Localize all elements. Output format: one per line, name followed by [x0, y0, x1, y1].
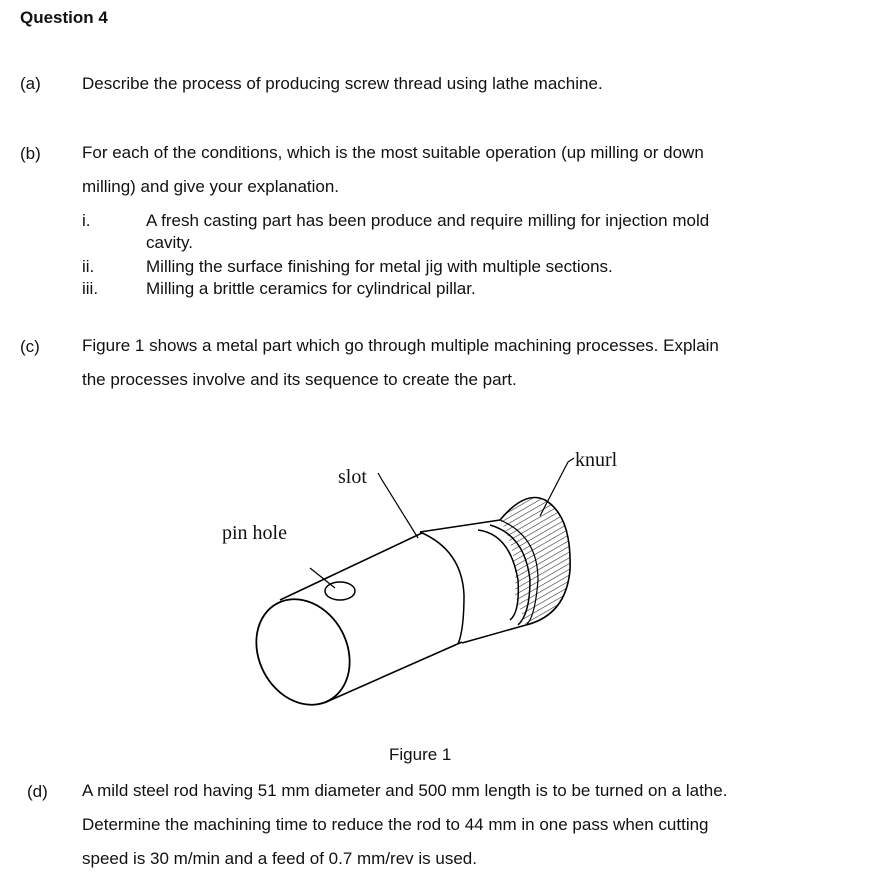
figure-1-drawing	[200, 430, 660, 745]
part-c-line-1: Figure 1 shows a metal part which go through multiple machining processes. Explain	[82, 336, 719, 355]
part-c-line-2: the processes involve and its sequence to create the part.	[82, 370, 517, 389]
pin-hole-shape	[325, 582, 355, 600]
part-b-label: (b)	[20, 144, 41, 163]
figure-label-pin-hole: pin hole	[222, 522, 287, 544]
sub-item-number: iii.	[82, 279, 99, 298]
part-d-line-3: speed is 30 m/min and a feed of 0.7 mm/rev is used.	[82, 849, 477, 868]
sub-item-number: ii.	[82, 257, 95, 276]
part-a-label: (a)	[20, 74, 41, 93]
sub-item-text: Milling a brittle ceramics for cylindrical pillar.	[146, 279, 476, 298]
part-c-label: (c)	[20, 337, 40, 356]
question-title: Question 4	[20, 8, 108, 27]
part-d-line-1: A mild steel rod having 51 mm diameter and 500 mm length is to be turned on a lathe.	[82, 781, 728, 800]
figure-label-knurl: knurl	[575, 449, 618, 471]
part-b-line-2: milling) and give your explanation.	[82, 177, 340, 196]
part-a-text: Describe the process of producing screw thread using lathe machine.	[82, 74, 603, 93]
sub-item-number: i.	[82, 211, 91, 230]
sub-item-text-continued: cavity.	[146, 233, 193, 252]
main-cylinder	[238, 533, 462, 721]
sub-item-text: Milling the surface finishing for metal jig with multiple sections.	[146, 257, 613, 276]
part-d-label: (d)	[27, 782, 48, 801]
sub-item-text: A fresh casting part has been produce and require milling for injection mold	[146, 211, 710, 230]
figure-caption: Figure 1	[389, 745, 452, 764]
part-d-line-2: Determine the machining time to reduce the rod to 44 mm in one pass when cutting	[82, 815, 709, 834]
figure-label-slot: slot	[338, 466, 367, 488]
part-b-line-1: For each of the conditions, which is the most suitable operation (up milling or down	[82, 143, 704, 162]
